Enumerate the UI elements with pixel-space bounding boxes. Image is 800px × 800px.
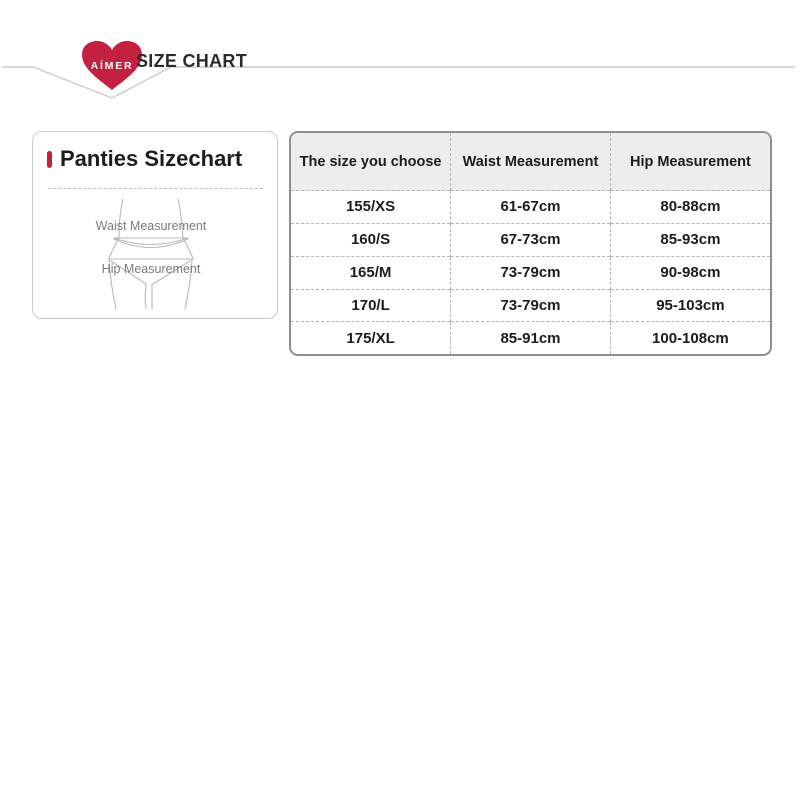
waist-cell: 73-79cm — [451, 289, 611, 322]
hip-cell: 85-93cm — [610, 223, 770, 256]
table-row — [291, 322, 770, 354]
brand-logo — [0, 0, 800, 112]
size-table-grid — [291, 133, 770, 354]
measurement-figure — [33, 194, 277, 316]
size-cell: 170/L — [291, 289, 451, 322]
column-header-size: The size you choose — [291, 133, 451, 191]
column-header-hip: Hip Measurement — [610, 133, 770, 191]
waist-measurement-label: Waist Measurement — [95, 219, 207, 233]
size-cell: 165/M — [291, 256, 451, 289]
title-accent-bar — [47, 151, 52, 168]
size-cell: 175/XL — [291, 322, 451, 354]
table-row — [291, 223, 770, 256]
brand-logo-text: AÍMER — [90, 60, 134, 72]
hip-cell: 80-88cm — [610, 191, 770, 224]
table-row — [291, 289, 770, 322]
table-row — [291, 191, 770, 224]
panel-title: Panties Sizechart — [60, 146, 243, 171]
sizechart-info-panel — [32, 131, 278, 319]
body-sketch-icon — [36, 197, 266, 312]
size-cell: 155/XS — [291, 191, 451, 224]
table-row — [291, 256, 770, 289]
panel-title-row — [47, 146, 242, 172]
size-cell: 160/S — [291, 223, 451, 256]
waist-cell: 67-73cm — [451, 223, 611, 256]
page-title: SIZE CHART — [136, 51, 247, 71]
hip-cell: 100-108cm — [610, 322, 770, 354]
size-table — [289, 131, 772, 356]
column-header-waist: Waist Measurement — [451, 133, 611, 191]
hip-measurement-label: Hip Measurement — [101, 262, 201, 276]
waist-cell: 73-79cm — [451, 256, 611, 289]
waist-cell: 85-91cm — [451, 322, 611, 354]
waist-cell: 61-67cm — [451, 191, 611, 224]
table-header-row — [291, 133, 770, 191]
dashed-divider — [48, 188, 263, 189]
hip-cell: 95-103cm — [610, 289, 770, 322]
hip-cell: 90-98cm — [610, 256, 770, 289]
